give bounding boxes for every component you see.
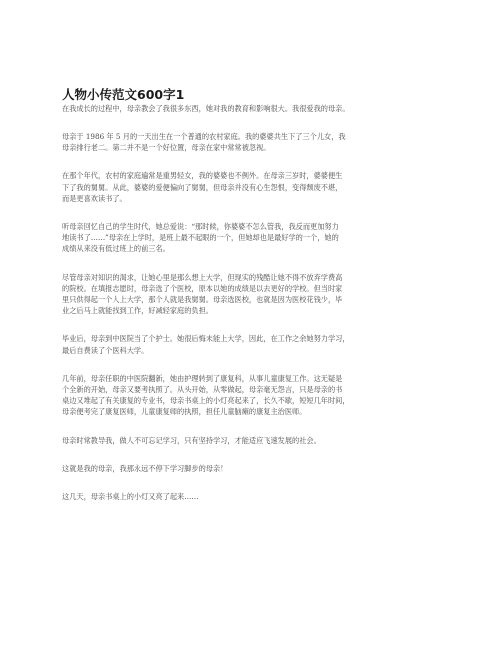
intro-paragraph: 在我成长的过程中，母亲教会了我很多东西，她对我的教育和影响很大。我很爱我的母亲。 [62, 104, 350, 113]
paragraph-5: 毕业后，母亲到中医院当了个护士。她很后悔未能上大学，因此，在工作之余她努力学习， 最后自费读了个医科大学。 [62, 334, 350, 355]
paragraph-3: 听母亲回忆自己的学生时代，她总爱说：“那时候，你婆婆不怎么管我，我反而更加努力 地读书了……”母亲在上学时，是班上最不起眼的一个，但她却也是最好学的一个，她的 成绩从来没有低过班上的前三名。 [62, 222, 339, 254]
document-title: 人物小传范文600字1 [62, 87, 185, 102]
document-body [62, 87, 442, 502]
paragraph-6: 几年前，母亲任职的中医院翻新，她由护理转到了康复科，从事儿童康复工作。这无疑是 个全新的开始，母亲又要考执照了。从头开始，从零做起，母亲毫无怨言，只是母亲的书 桌边又堆起了有关康复的专业书，母亲书桌上的小灯亮起来了，长久不歇，短短几年时间， 母亲便考完了康复医师，儿童康复师的执照，担任儿童脑瘫的康复主治医师。 [62, 373, 350, 417]
paragraph-1: 母亲于 1986 年 5 月的一天出生在一个普通的农村家庭。我的婆婆共生下了三个儿女，我 母亲排行老二。第二并不是一个好位置，母亲在家中常常被忽视。 [62, 132, 346, 153]
paragraph-7: 母亲时常教导我，做人不可忘记学习，只有坚持学习，才能适应飞速发展的社会。 [62, 435, 321, 445]
paragraph-8: 这就是我的母亲，我那永远不停下学习脚步的母亲！ [62, 463, 228, 473]
paragraph-9: 这几天，母亲书桌上的小灯又亮了起来…… [62, 492, 199, 502]
paragraph-2: 在那个年代，农村的家庭遍常是重男轻女，我的婆婆也不例外。在母亲三岁时，婆婆便生 下了我的舅舅。从此，婆婆的爱便偏向了舅舅，但母亲并没有心生怨恨，变得颓废不堪， 而是更喜欢读书了。 [62, 171, 343, 203]
paragraph-4: 尽管母亲对知识的渴求，让她心里是那么想上大学，但现实的残酷让她不得不放弃学费高 的院校。在填报志愿时，母亲选了个医校，原本以她的成绩是以去更好的学校。但当时家 里只供得起一个人上大学，那个人就是我舅舅。母亲选医校，也就是因为医校花钱少，毕 业之后马上就能找到工作，好减轻家庭的负担。 [62, 272, 343, 316]
